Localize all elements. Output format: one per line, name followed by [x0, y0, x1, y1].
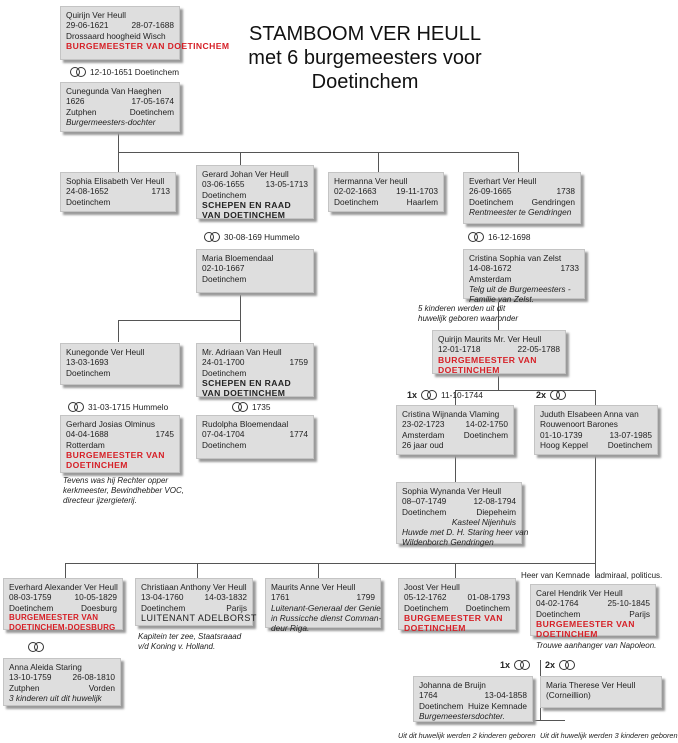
wedding-rings-icon — [232, 402, 248, 412]
person-title: Drossaard hoogheid Wisch — [66, 30, 166, 41]
person-name: Joost Ver Heull — [404, 582, 460, 592]
birth-date: 12-01-1718 — [438, 344, 481, 355]
birth-place: Doetinchem — [419, 700, 464, 711]
person-name: Maria Therese Ver Heull — [546, 680, 636, 690]
death-place: Doetinchem — [463, 429, 508, 440]
marriage-2 — [204, 232, 300, 242]
person-note-2: in Russicche dienst Comman- — [271, 612, 382, 623]
person-everhard-alexander — [3, 578, 123, 633]
marriage-everhard — [28, 642, 44, 652]
person-name-2: Rouwenoort Barones — [540, 419, 618, 430]
marriage-8 — [500, 660, 530, 670]
mayor-role: BURGEMEESTER VAN DOETINCHEM — [438, 354, 537, 375]
death-date: 26-08-1810 — [72, 672, 115, 683]
person-name: Sophia Wynanda Ver Heull — [402, 486, 502, 496]
death-date: 13-05-1713 — [265, 179, 308, 190]
person-name: Everhart Ver Heull — [469, 176, 537, 186]
birth-date: 03-06-1655 — [202, 179, 245, 190]
note-line: Trouwe aanhanger van Napoleon. — [536, 641, 657, 650]
death-place: Parijs — [629, 608, 650, 619]
age-note: 26 jaar oud — [402, 439, 444, 450]
wedding-rings-icon — [514, 660, 530, 670]
wedding-rings-icon — [550, 390, 566, 400]
mayor-role: BURGEMEESTER VAN DOETINCHEM — [66, 40, 230, 51]
person-cristina-zelst — [463, 249, 585, 305]
death-date: 1799 — [356, 592, 375, 603]
birth-place: Doetinchem — [536, 608, 581, 619]
marriage-4 — [68, 402, 168, 412]
person-note-3: Wildenborch Gendringen — [402, 537, 494, 548]
title-line-2: met 6 burgemeesters voor — [248, 47, 482, 69]
marriage-date: 11-10-1744 — [441, 390, 483, 400]
alderman-role: SCHEPEN EN RAAD VAN DOETINCHEM — [202, 199, 292, 221]
note-line-2: huwelijk geboren waaronder — [418, 314, 519, 323]
marriage-7 — [536, 390, 566, 400]
wedding-rings-icon — [204, 232, 220, 242]
birth-date: 14-08-1672 — [469, 263, 512, 274]
birth-place: Doetinchem — [404, 602, 449, 613]
marriage-number: 1x — [407, 390, 418, 400]
mayor-role: BURGEMEESTER VAN DOETINCHEM — [66, 449, 165, 471]
mayor-role: BURGEMEESTER VAN DOETINCHEM — [536, 618, 635, 640]
person-cunegunda — [60, 82, 180, 132]
person-cristina-vlaming — [396, 405, 514, 455]
death-date: 19-11-1703 — [396, 186, 438, 197]
person-note-3: deur Riga. — [271, 623, 310, 634]
death-place: Doetinchem — [607, 439, 652, 450]
death-date: 1733 — [560, 263, 579, 274]
person-note: Rentmeester te Gendringen — [469, 206, 572, 217]
person-kunegonde — [60, 343, 180, 385]
death-date: 14-02-1750 — [465, 419, 508, 430]
death-date: 1745 — [155, 429, 174, 440]
person-quirijn-maurits — [432, 330, 566, 374]
person-note: (Corneillion) — [546, 690, 591, 701]
person-name: Cristina Sophia van Zelst — [469, 253, 562, 263]
person-name-1: Juduth Elsabeen Anna van — [540, 409, 639, 419]
person-note-1: Telg uit de Burgemeesters - — [469, 283, 571, 294]
person-sophia-elisabeth — [60, 172, 176, 212]
birth-date: 07-04-1704 — [202, 429, 245, 440]
death-place: Huize Kemnade — [467, 700, 527, 711]
birth-date: 1626 — [66, 96, 85, 107]
birth-date: 13-10-1759 — [9, 672, 52, 683]
person-name: Carel Hendrik Ver Heull — [536, 588, 623, 598]
marriage-number: 2x — [536, 390, 547, 400]
marriage-number: 2x — [545, 660, 556, 670]
wedding-rings-icon — [28, 642, 44, 652]
birth-date: 02-02-1663 — [334, 186, 377, 197]
footer-left-text: Uit dit huwelijk werden 2 kinderen geboren — [398, 731, 536, 740]
marriage-3 — [468, 232, 530, 242]
death-date: 01-08-1793 — [467, 592, 510, 603]
marriage-1 — [70, 67, 179, 77]
birth-place: Zutphen — [66, 106, 97, 117]
person-note-2: Huwde met D. H. Staring heer van — [402, 527, 529, 538]
person-maurits-anne — [265, 578, 382, 634]
marriage-9 — [545, 660, 575, 670]
person-name: Gerhard Josias Olminus — [66, 419, 155, 429]
birth-place: Hoog Keppel — [540, 439, 588, 450]
marriage-date: 16-12-1698 — [488, 232, 531, 242]
person-note: Burgermeesters-dochter — [66, 116, 156, 127]
footer-right — [540, 731, 678, 741]
chart-title — [215, 22, 515, 94]
wedding-rings-icon — [70, 67, 86, 77]
title-line-3: Doetinchem — [311, 71, 419, 93]
birth-place: Doetinchem — [469, 196, 514, 207]
note-line-1: 5 kinderen werden uit dit — [418, 304, 506, 313]
birth-date: 23-02-1723 — [402, 419, 445, 430]
footer-left — [398, 731, 536, 741]
mayor-role: BURGEMEESTER VAN DOETINCHEM — [404, 612, 503, 634]
note-line-2: kerkmeester, Bewindhebber VOC, — [63, 486, 184, 495]
person-name: Johanna de Bruijn — [419, 680, 486, 690]
death-date: 22-05-1788 — [517, 344, 560, 355]
death-date: 1759 — [289, 357, 308, 368]
person-adriaan — [196, 343, 314, 397]
birth-place: Zutphen — [9, 682, 40, 693]
person-name: Maurits Anne Ver Heull — [271, 582, 356, 592]
death-place: Doetinchem — [129, 106, 174, 117]
person-note-1: Luitenant-Generaal der Genie — [271, 602, 381, 613]
person-johanna — [413, 676, 533, 722]
person-rudolpha — [196, 415, 314, 459]
birth-date: 02-10-1667 — [202, 263, 245, 274]
person-juduth — [534, 405, 658, 455]
person-gerard-johan — [196, 165, 314, 219]
marriage-6 — [407, 390, 483, 400]
person-name: Kunegonde Ver Heull — [66, 347, 145, 357]
person-gerhard-josias — [60, 415, 180, 473]
birth-place: Amsterdam — [469, 273, 512, 284]
birth-place: Doetinchem — [66, 196, 111, 207]
birth-place: Doetinchem — [202, 189, 247, 200]
person-name: Cristina Wijnanda Vlaming — [402, 409, 500, 419]
birth-place: Doetinchem — [141, 602, 186, 613]
person-name: Anna Aleida Staring — [9, 662, 82, 672]
birth-place: Doetinchem — [334, 196, 379, 207]
death-date: 13-04-1858 — [484, 690, 527, 701]
rank: LUITENANT ADELBORST — [141, 612, 257, 623]
note-line-1: Kapitein ter zee, Staatsraaad — [138, 632, 242, 641]
person-name: Mr. Adriaan Van Heull — [202, 347, 282, 357]
person-note-2: Familie van Zelst. — [469, 294, 535, 305]
birth-date: 08-03-1759 — [9, 592, 52, 603]
person-name: Quirijn Ver Heull — [66, 10, 126, 20]
birth-place: Doetinchem — [9, 602, 54, 613]
birth-date: 01-10-1739 — [540, 429, 583, 440]
birth-date: 1761 — [271, 592, 290, 603]
birth-date: 04-04-1688 — [66, 429, 109, 440]
birth-place: Doetinchem — [202, 439, 247, 450]
person-carel — [530, 584, 656, 640]
note-right: admiraal, politicus. — [596, 571, 663, 580]
death-date: 1774 — [289, 429, 308, 440]
birth-place: Rotterdam — [66, 439, 105, 450]
person-name: Gerard Johan Ver Heull — [202, 169, 289, 179]
death-place: Gendringen — [531, 196, 575, 207]
marriage-date: 12-10-1651 Doetinchem — [90, 67, 180, 77]
children-note — [418, 304, 518, 324]
birth-date: 13-03-1693 — [66, 357, 109, 368]
person-name: Hermanna Ver heull — [334, 176, 408, 186]
person-name: Everhard Alexander Ver Heull — [9, 582, 118, 592]
person-name: Cunegunda Van Haeghen — [66, 86, 162, 96]
death-date: 17-05-1674 — [131, 96, 174, 107]
death-place: Diepeheim — [476, 506, 516, 517]
person-everhart — [463, 172, 581, 224]
person-note: 3 kinderen uit dit huwelijk — [9, 692, 102, 703]
person-note-1: Kasteel Nijenhuis — [451, 516, 516, 527]
gerhard-note — [63, 476, 184, 506]
note-line-2: v/d Koning v. Holland. — [138, 642, 216, 651]
note-line-1: Tevens was hij Rechter opper — [63, 476, 169, 485]
death-date: 28-07-1688 — [131, 20, 174, 31]
note-left: Heer van Kemnade — [521, 571, 590, 580]
person-anna-aleida — [3, 658, 121, 706]
birth-date: 08–07-1749 — [402, 496, 447, 507]
person-name: Quirijn Maurits Mr. Ver Heull — [438, 334, 542, 344]
birth-date: 29-06-1621 — [66, 20, 109, 31]
marriage-date: 30-08-169 Hummelo — [224, 232, 300, 242]
death-place: Doesburg — [81, 602, 117, 613]
death-date: 1713 — [151, 186, 170, 197]
person-hermanna — [328, 172, 444, 212]
marriage-number: 1x — [500, 660, 511, 670]
marriage-5 — [232, 402, 270, 412]
birth-date: 1764 — [419, 690, 438, 701]
person-maria-therese — [540, 676, 662, 708]
birth-place: Doetinchem — [66, 367, 111, 378]
death-date: 12-08-1794 — [473, 496, 516, 507]
person-note: Burgemeestersdochter. — [419, 710, 505, 721]
birth-place: Doetinchem — [202, 273, 247, 284]
birth-date: 26-09-1665 — [469, 186, 512, 197]
wedding-rings-icon — [68, 402, 84, 412]
birth-date: 24-08-1652 — [66, 186, 109, 197]
person-christiaan — [135, 578, 257, 626]
alderman-role: SCHEPEN EN RAAD VAN DOETINCHEM — [202, 377, 292, 399]
birth-date: 05-12-1762 — [404, 592, 447, 603]
footer-right-text: Uit dit huwelijk werden 3 kinderen geboren — [540, 731, 678, 740]
death-date: 14-03-1832 — [204, 592, 247, 603]
birth-place: Doetinchem — [402, 506, 447, 517]
wedding-rings-icon — [559, 660, 575, 670]
title-line-1: STAMBOOM VER HEULL — [249, 23, 481, 45]
birth-place: Amsterdam — [402, 429, 445, 440]
christiaan-note — [138, 632, 241, 652]
person-quirijn — [60, 6, 230, 60]
death-date: 13-07-1985 — [609, 429, 652, 440]
person-sophia-wynanda — [396, 482, 529, 548]
death-date: 25-10-1845 — [607, 598, 650, 609]
note-line-3: directeur ijzergieterij. — [63, 496, 137, 505]
person-name: Sophia Elisabeth Ver Heull — [66, 176, 165, 186]
wedding-rings-icon — [468, 232, 484, 242]
death-place: Haarlem — [406, 196, 438, 207]
person-name: Rudolpha Bloemendaal — [202, 419, 289, 429]
death-place: Vorden — [88, 682, 115, 693]
carel-note-top — [521, 571, 590, 581]
wedding-rings-icon — [421, 390, 437, 400]
carel-note-top-right — [596, 571, 662, 581]
person-name: Christiaan Anthony Ver Heull — [141, 582, 247, 592]
birth-date: 04-02-1764 — [536, 598, 579, 609]
birth-date: 24-01-1700 — [202, 357, 245, 368]
person-joost — [398, 578, 516, 634]
death-place: Parijs — [226, 602, 247, 613]
person-name: Maria Bloemendaal — [202, 253, 274, 263]
death-date: 10-05-1829 — [74, 592, 117, 603]
mayor-role: BURGEMEESTER VAN DOETINCHEM-DOESBURG — [9, 612, 116, 633]
marriage-date: 31-03-1715 Hummelo — [88, 402, 169, 412]
death-place: Doetinchem — [465, 602, 510, 613]
birth-date: 13-04-1760 — [141, 592, 184, 603]
death-date: 1738 — [556, 186, 575, 197]
person-maria-bloemendaal — [196, 249, 314, 293]
birth-place: Doetinchem — [202, 367, 247, 378]
carel-note — [536, 641, 656, 651]
marriage-date: 1735 — [252, 402, 271, 412]
